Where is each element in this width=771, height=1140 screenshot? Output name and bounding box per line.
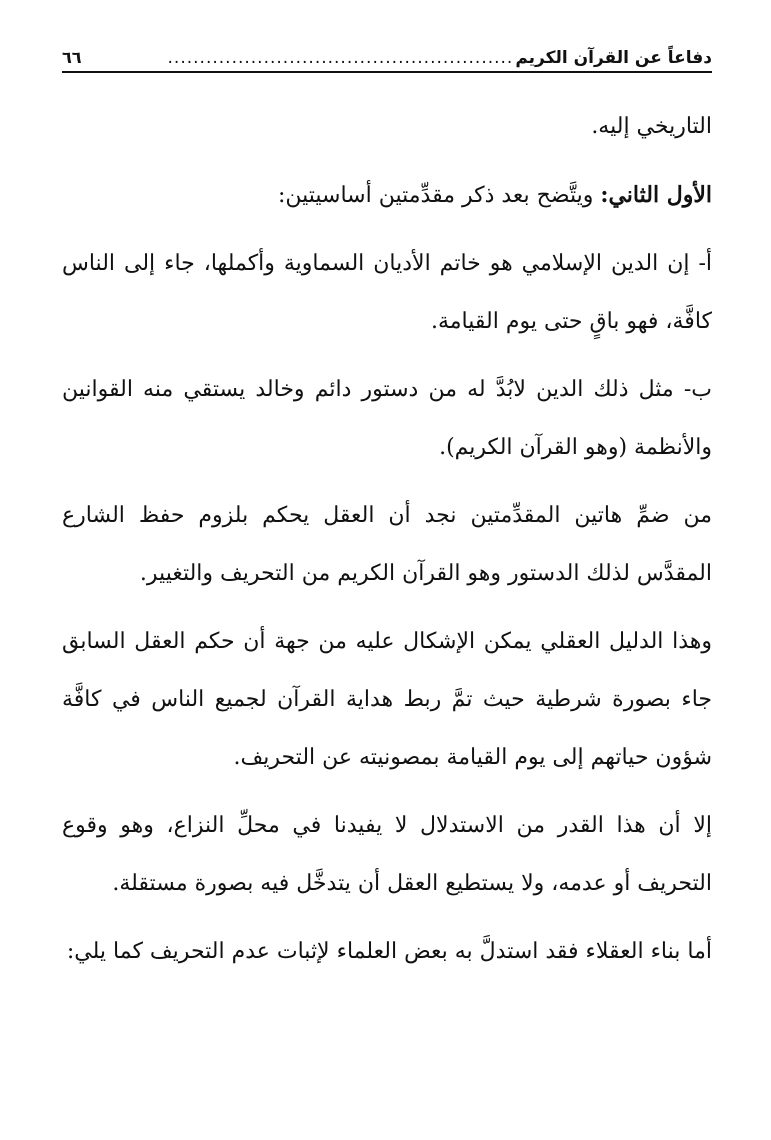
running-header: [62, 38, 712, 68]
paragraph-7: إلا أن هذا القدر من الاستدلال لا يفيدنا في محلِّ النزاع، وهو وقوع التحريف أو عدمه، ولا يستطيع العقل أن يتدخَّل فيه بصورة مستقلة.: [62, 813, 712, 896]
paragraph-5: من ضمِّ هاتين المقدِّمتين نجد أن العقل يحكم بلزوم حفظ الشارع المقدَّس لذلك الدستور وهو القرآن الكريم من التحريف والتغيير.: [62, 503, 712, 586]
book-title: دفاعاً عن القرآن الكريم: [515, 48, 712, 68]
paragraph-2-text: ويتَّضح بعد ذكر مقدِّمتين أساسيتين:: [277, 183, 601, 208]
header-leader-dots: ......................................................: [167, 48, 514, 68]
paragraph-8: أما بناء العقلاء فقد استدلَّ به بعض العلماء لإثبات عدم التحريف كما يلي:: [66, 939, 712, 964]
paragraph-2-lead: الأول الثاني:: [600, 182, 712, 208]
paragraph-3: أ- إن الدين الإسلامي هو خاتم الأديان السماوية وأكملها، جاء إلى الناس كافَّة، فهو باقٍ حتى يوم القيامة.: [62, 251, 712, 334]
body-text: [62, 98, 712, 991]
paragraph-6: وهذا الدليل العقلي يمكن الإشكال عليه من جهة أن حكم العقل السابق جاء بصورة شرطية حيث تمَّ ربط هداية القرآن لجميع الناس في كافَّة شؤون حياتهم إلى يوم القيامة بمصونيته عن التحريف.: [62, 629, 712, 770]
header-rule: [62, 71, 712, 73]
paragraph-1: التاريخي إليه.: [591, 114, 712, 139]
paragraph-2: [62, 166, 712, 225]
page-number: ٦٦: [62, 48, 82, 67]
paragraph-4: ب- مثل ذلك الدين لابُدَّ له من دستور دائم وخالد يستقي منه القوانين والأنظمة (وهو القرآن الكريم).: [62, 377, 712, 460]
